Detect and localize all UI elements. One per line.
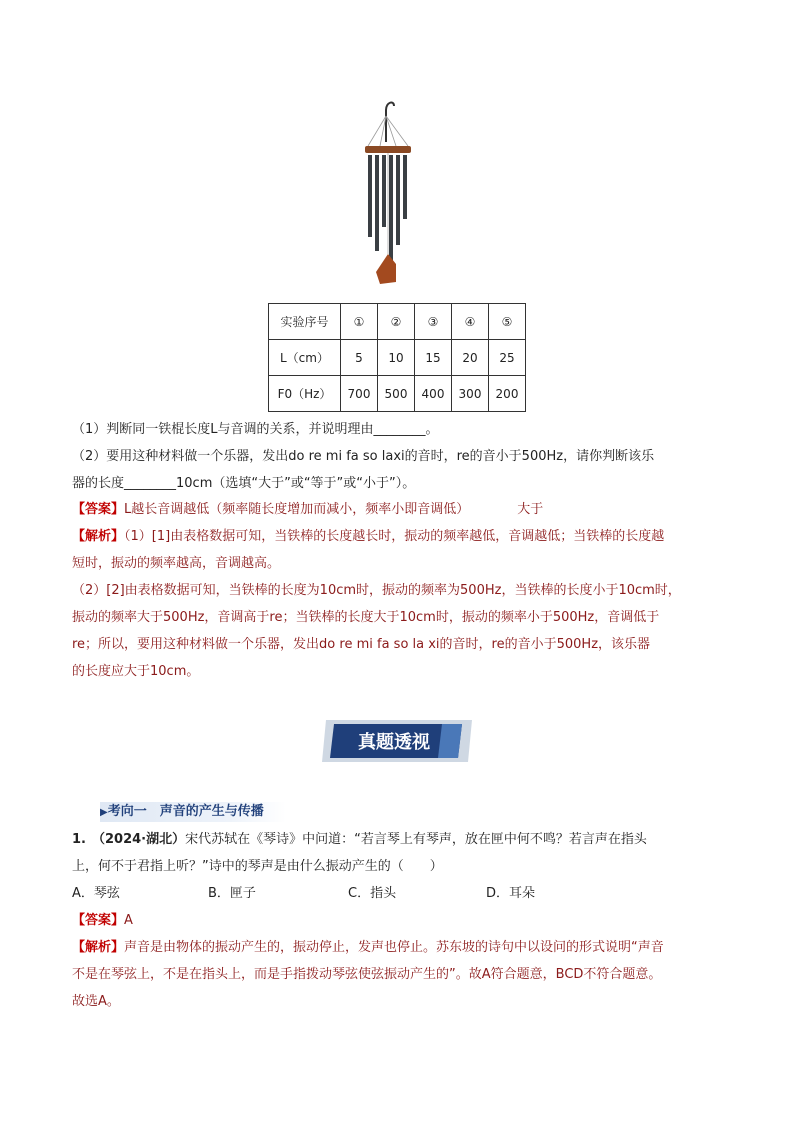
- option-c: C．指头: [348, 886, 397, 901]
- table-row: [269, 376, 526, 412]
- play-icon: ▶: [100, 807, 108, 818]
- analysis-line: [72, 527, 664, 547]
- analysis-text: 振动的频率大于500Hz，音调高于re；当铁棒的长度大于10cm时，振动的频率小于500Hz，音调低于: [72, 610, 660, 625]
- table-cell: ④: [452, 304, 489, 340]
- table-cell: 实验序号: [269, 304, 341, 340]
- table-cell: ②: [378, 304, 415, 340]
- banner-title: 真题透视: [358, 732, 430, 753]
- table-cell: 500: [378, 376, 415, 412]
- option-b: B．匣子: [208, 886, 256, 901]
- wind-chime-image: [360, 96, 420, 288]
- question-2-text-cont: 器的长度________10cm（选填“大于”或“等于”或“小于”）。: [72, 476, 416, 491]
- answer-tag: 【答案】: [72, 502, 125, 517]
- answer-tag: 【答案】: [72, 913, 125, 928]
- question-line: [72, 830, 647, 850]
- analysis-text: 故选A。: [72, 994, 120, 1009]
- table-row: [269, 340, 526, 376]
- table-cell: 20: [452, 340, 489, 376]
- table-cell: 5: [341, 340, 378, 376]
- table-cell: 15: [415, 340, 452, 376]
- section-label: 考向一 声音的产生与传播: [107, 804, 264, 819]
- answer-text: A: [124, 913, 133, 928]
- section-banner: [322, 720, 472, 762]
- analysis-line: [72, 938, 664, 958]
- analysis-text: 声音是由物体的振动产生的，振动停止，发声也停止。苏东坡的诗句中以设问的形式说明“声音: [124, 940, 664, 955]
- analysis-tag: 【解析】: [72, 529, 125, 544]
- table-cell: ⑤: [489, 304, 526, 340]
- table-cell: 700: [341, 376, 378, 412]
- question-source: （2024·湖北）: [91, 832, 186, 847]
- analysis-tag: 【解析】: [72, 940, 125, 955]
- table-row: [269, 304, 526, 340]
- answer-text-2: 大于: [517, 502, 544, 517]
- section-heading: [100, 802, 286, 822]
- option-a: A．琴弦: [72, 886, 120, 901]
- analysis-text: 不是在琴弦上，不是在指头上，而是手指拨动琴弦使弦振动产生的”。故A符合题意，BCD不符合题意。: [72, 967, 662, 982]
- answer-line: [72, 500, 543, 520]
- analysis-text: （2）[2]由表格数据可知，当铁棒的长度为10cm时，振动的频率为500Hz，当铁棒的长度小于10cm时，: [72, 583, 681, 598]
- table-cell: 10: [378, 340, 415, 376]
- question-text-cont: 上，何不于君指上听？”诗中的琴声是由什么振动产生的（ ）: [72, 859, 443, 874]
- answer-text: L越长音调越低（频率随长度增加而减小，频率小即音调低）: [124, 502, 470, 517]
- table-cell: ③: [415, 304, 452, 340]
- table-cell: 200: [489, 376, 526, 412]
- answer-line: [72, 911, 133, 931]
- analysis-text: （1）[1]由表格数据可知，当铁棒的长度越长时，振动的频率越低，音调越低；当铁棒的长度越: [124, 529, 665, 544]
- table-cell: ①: [341, 304, 378, 340]
- table-cell: 25: [489, 340, 526, 376]
- question-1-text: （1）判断同一铁棍长度L与音调的关系，并说明理由________。: [72, 422, 439, 437]
- table-cell: 400: [415, 376, 452, 412]
- experiment-table: [268, 303, 526, 412]
- question-2-text: （2）要用这种材料做一个乐器，发出do re mi fa so laxi的音时，re的音小于500Hz，请你判断该乐: [72, 449, 655, 464]
- option-d: D．耳朵: [486, 886, 536, 901]
- analysis-text: 的长度应大于10cm。: [72, 664, 200, 679]
- table-cell: F0（Hz）: [269, 376, 341, 412]
- table-cell: 300: [452, 376, 489, 412]
- analysis-text: re；所以，要用这种材料做一个乐器，发出do re mi fa so la xi的音时，re的音小于500Hz，该乐器: [72, 637, 651, 652]
- table-cell: L（cm）: [269, 340, 341, 376]
- analysis-text: 短时，振动的频率越高，音调越高。: [72, 556, 281, 571]
- question-number: 1.: [72, 832, 86, 847]
- question-text: 宋代苏轼在《琴诗》中问道：“若言琴上有琴声，放在匣中何不鸣？若言声在指头: [185, 832, 647, 847]
